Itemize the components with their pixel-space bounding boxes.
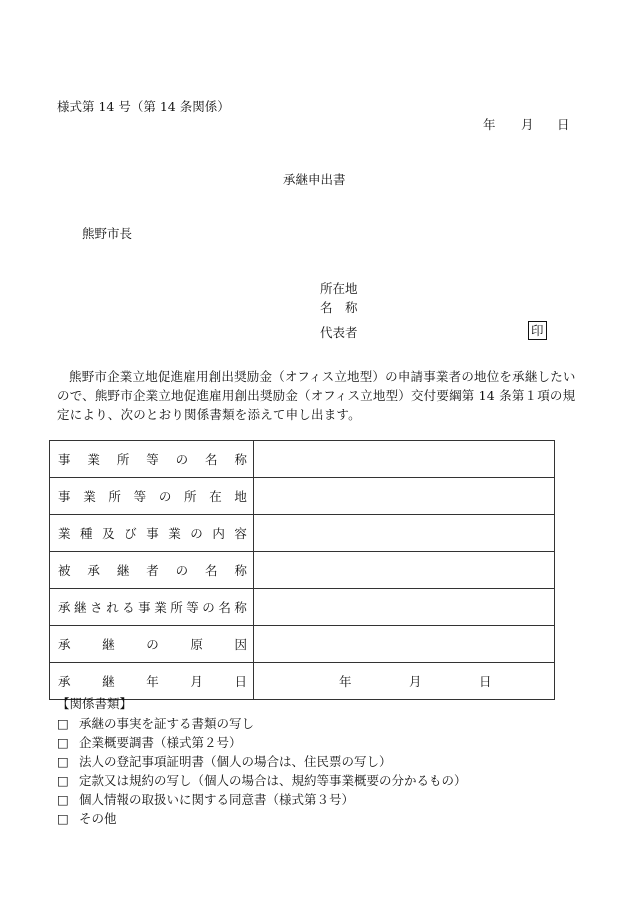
label-char: 業 [87,452,100,467]
representative-label: 代表者 [320,325,358,340]
address-label: 所在地 [320,281,358,296]
label-char: 因 [234,637,247,652]
table-value-cell[interactable] [254,663,555,700]
label-char: 等 [133,489,147,504]
label-char: 業 [168,526,181,541]
label-char: 種 [80,526,93,541]
label-char: 地 [234,489,247,504]
label-char: 称 [234,600,247,615]
checkbox-icon[interactable]: □ [57,735,69,750]
checkbox-icon[interactable]: □ [57,792,69,807]
label-char: 等 [146,452,159,467]
row-label-text [58,524,253,542]
label-char: の [202,600,215,615]
checkbox-icon[interactable]: □ [57,811,69,826]
row-label-text [58,561,253,579]
table-row [50,626,555,663]
label-char: 在 [209,489,222,504]
label-char: の [190,526,203,541]
table-row [50,589,555,626]
label-char: 承 [58,674,71,689]
checkbox-icon[interactable]: □ [57,754,69,769]
label-char: 事 [146,526,159,541]
label-char: の [158,489,172,504]
document-title: 承継申出書 [283,172,346,187]
table-row-label [50,589,254,626]
document-item-label: 企業概要調書（様式第２号） [79,735,242,750]
date-unit-month: 月 [409,674,422,689]
label-char: 業 [58,526,71,541]
label-char: 継 [116,563,130,578]
table-row-label [50,478,254,515]
seal-mark: 印 [528,321,547,340]
label-char: 月 [190,674,203,689]
table-row [50,441,555,478]
label-char: 所 [170,600,183,615]
succession-date-field [254,672,554,690]
document-item [57,733,242,751]
label-char: 及 [102,526,115,541]
table-row [50,552,555,589]
table-value-cell[interactable] [254,589,555,626]
label-char: の [175,563,189,578]
label-char: 継 [74,600,87,615]
form-number: 様式第 14 号（第 14 条関係） [57,99,230,114]
label-char: 事 [58,489,71,504]
checkbox-icon[interactable]: □ [57,773,69,788]
checkbox-icon[interactable]: □ [57,716,69,731]
label-char: 事 [138,600,151,615]
document-item [57,752,392,770]
row-label-text [58,450,253,468]
date-unit-year: 年 [339,674,352,689]
info-table [49,440,555,700]
date-month-label: 月 [521,117,534,132]
row-label-text [58,635,253,653]
label-char: 年 [146,674,159,689]
label-char: 業 [83,489,96,504]
document-item [57,771,467,789]
label-char: 称 [234,563,247,578]
label-char: 承 [87,563,100,578]
addressee: 熊野市長 [82,226,133,241]
row-label-text [58,672,253,690]
label-char: 名 [205,563,218,578]
label-char: 事 [58,452,71,467]
label-char: 原 [190,637,203,652]
label-char: 称 [234,452,247,467]
table-value-cell[interactable] [254,626,555,663]
label-char: の [146,637,159,652]
label-char: 等 [186,600,199,615]
date-day-label: 日 [557,117,570,132]
table-value-cell[interactable] [254,552,555,589]
name-label: 名 称 [320,300,358,315]
table-value-cell[interactable] [254,478,555,515]
document-item [57,790,354,808]
body-paragraph: 熊野市企業立地促進雇用創出奨励金（オフィス立地型）の申請事業者の地位を承継したいので、熊野市企業立地促進雇用創出奨励金（オフィス立地型）交付要綱第 14 条第１項の規定により、次のとおり関係書類を添えて申し出ます。 [57,369,576,422]
document-item-label: 定款又は規約の写し（個人の場合は、規約等事業概要の分かるもの） [79,773,467,788]
date-header [483,115,570,133]
table-row-label [50,552,254,589]
document-item-label: その他 [79,811,117,826]
label-char: 被 [58,563,71,578]
label-char: 所 [108,489,121,504]
label-char: る [122,600,135,615]
table-row [50,478,555,515]
label-char: さ [90,600,103,615]
label-char: 継 [102,674,115,689]
document-item [57,714,254,732]
document-item-label: 承継の事実を証する書類の写し [79,716,255,731]
table-row-label [50,441,254,478]
table-value-cell[interactable] [254,441,555,478]
label-char: の [175,452,189,467]
table-row [50,515,555,552]
date-unit-day: 日 [479,674,492,689]
label-char: 所 [116,452,130,467]
label-char: 者 [146,563,159,578]
label-char: 継 [102,637,115,652]
label-char: 所 [184,489,197,504]
table-row-label [50,515,254,552]
document-item-label: 法人の登記事項証明書（個人の場合は、住民票の写し） [79,754,392,769]
row-label-text [58,487,253,505]
label-char: 容 [234,526,247,541]
label-char: び [124,526,137,541]
row-label-text [58,598,253,616]
documents-heading: 【関係書類】 [57,696,133,711]
date-year-label: 年 [483,117,496,132]
document-item-label: 個人情報の取扱いに関する同意書（様式第３号） [79,792,355,807]
label-char: 業 [154,600,167,615]
label-char: 承 [58,600,71,615]
label-char: 名 [218,600,231,615]
label-char: れ [106,600,119,615]
label-char: 承 [58,637,71,652]
label-char: 日 [234,674,247,689]
label-char: 内 [212,526,225,541]
label-char: 名 [205,452,218,467]
table-value-cell[interactable] [254,515,555,552]
document-item [57,809,117,827]
table-row-label [50,626,254,663]
